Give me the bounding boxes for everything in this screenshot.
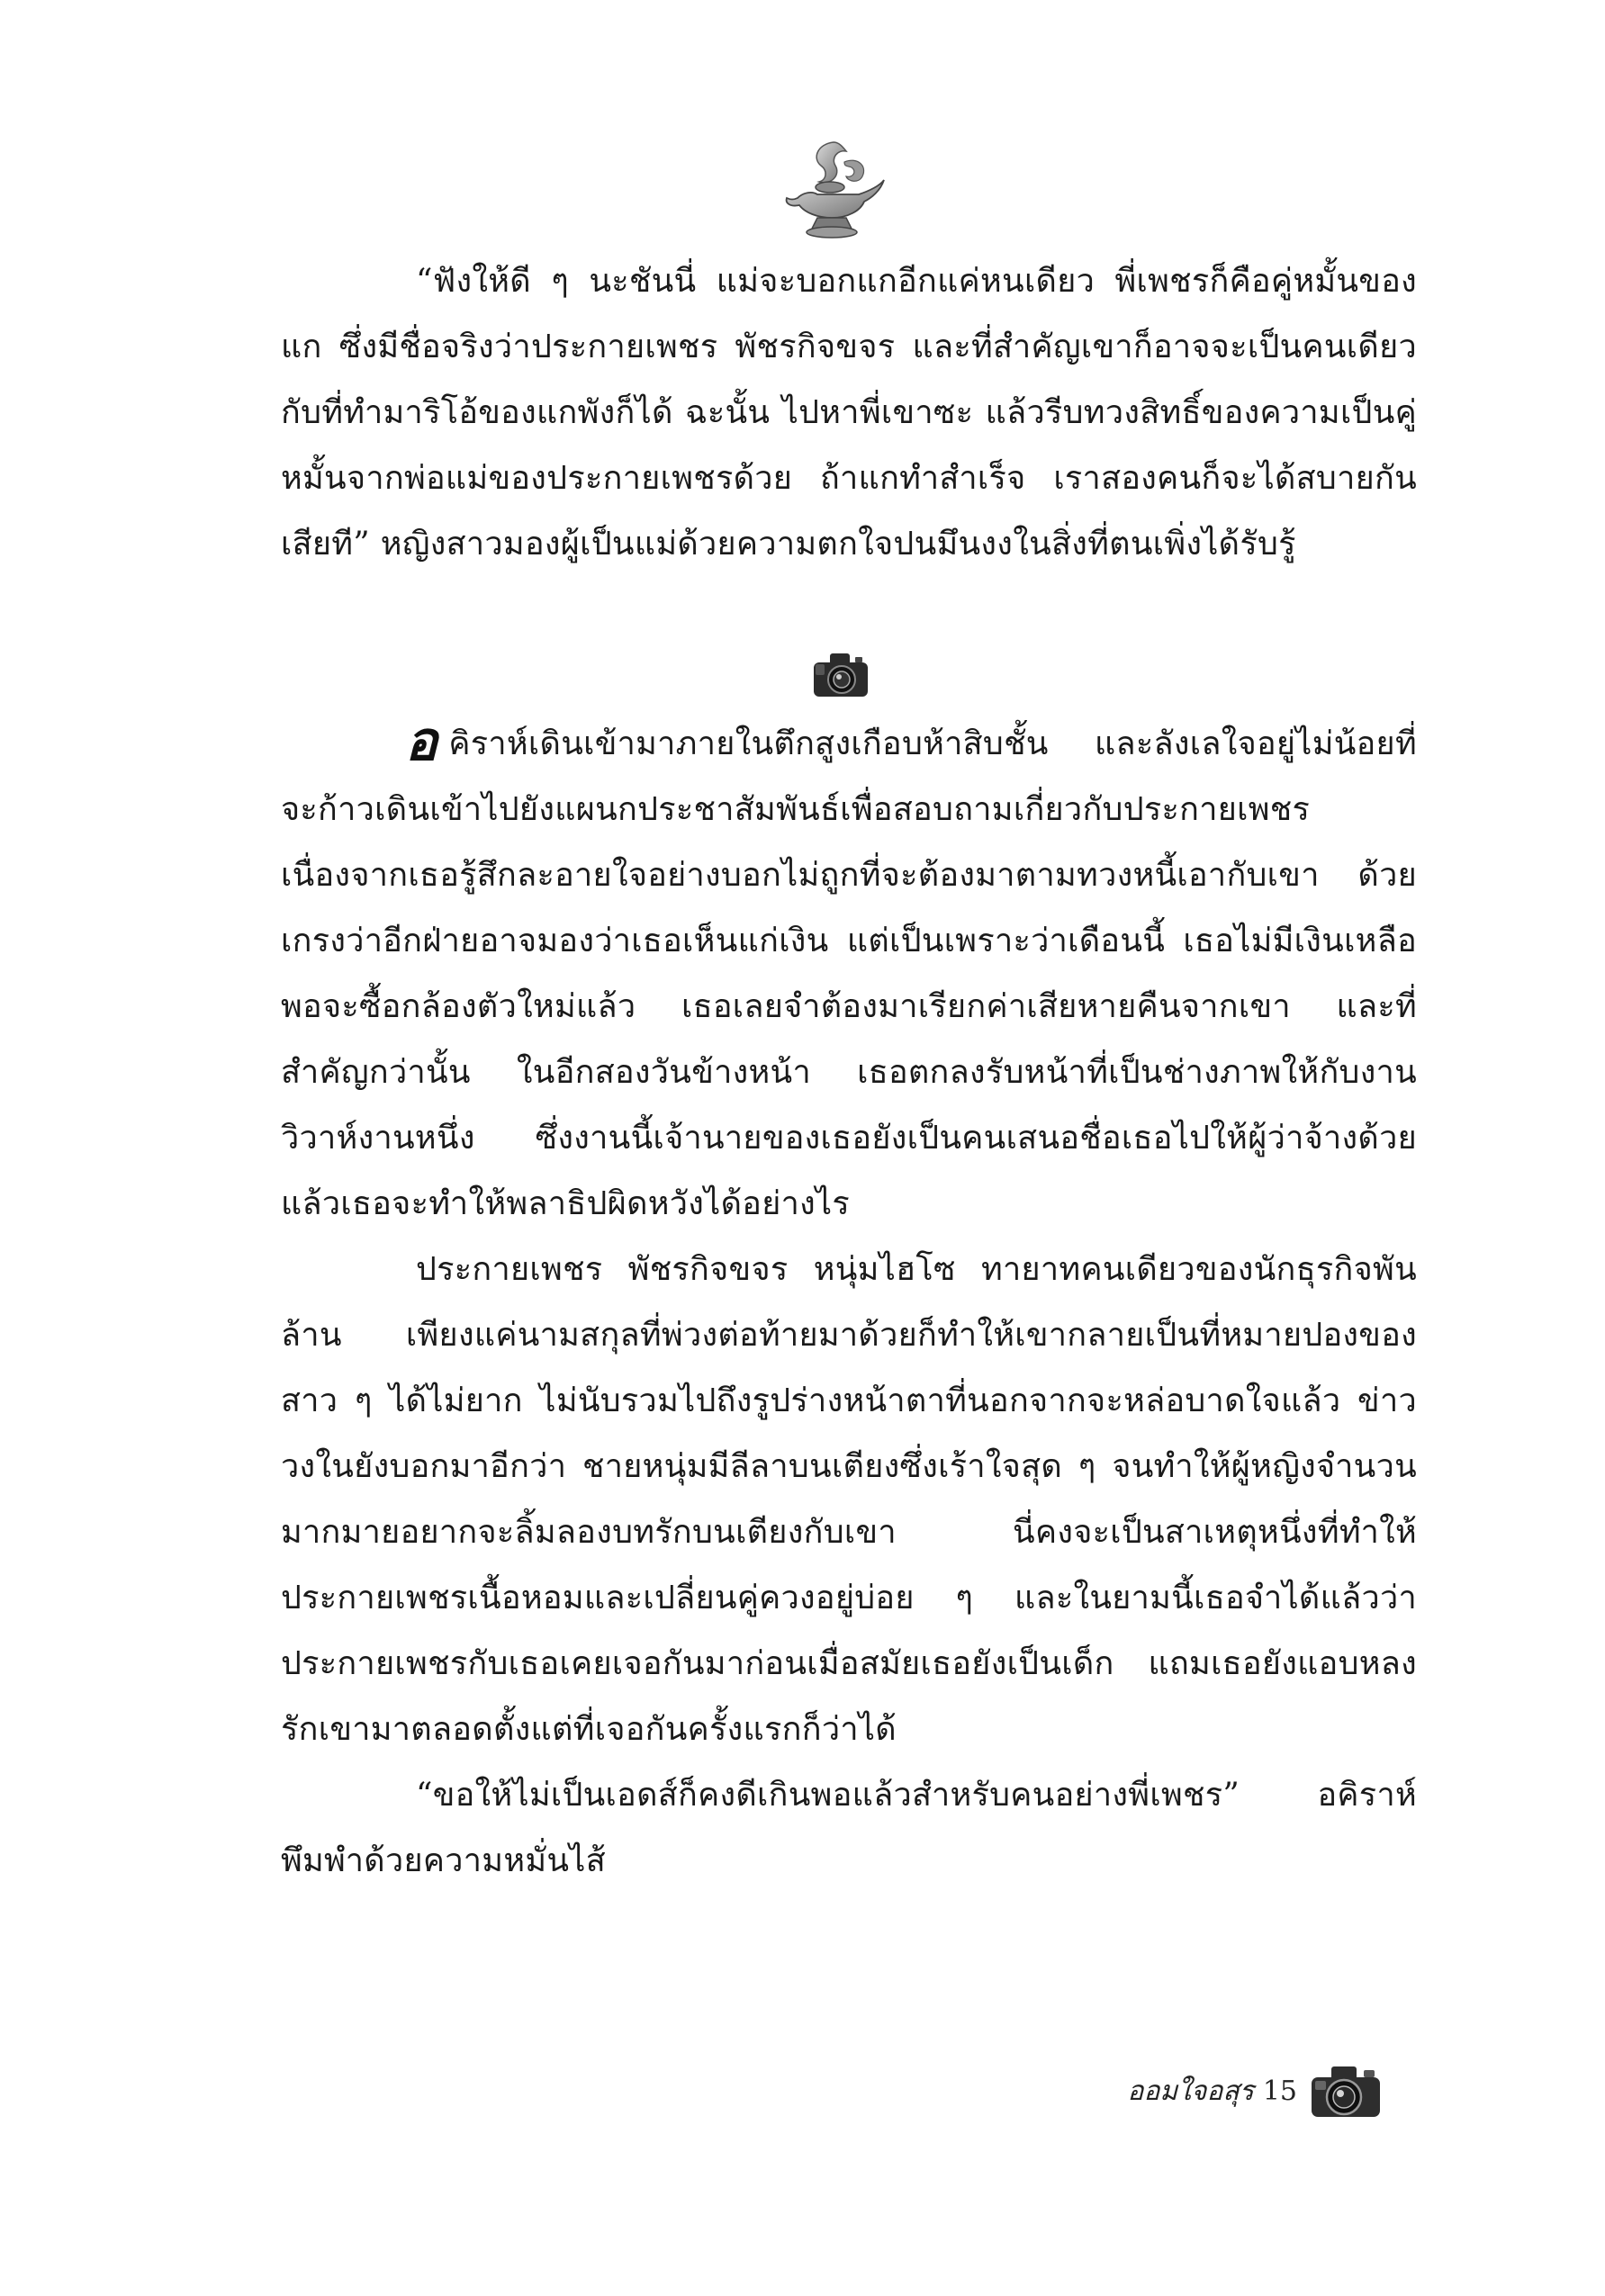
paragraph: “ฟังให้ดี ๆ นะชันนี่ แม่จะบอกแกอีกแค่หนเดียว พี่เพชรก็คือคู่หมั้นของแก ซึ่งมีชื่อจริงว่าประกายเพชร พัชรกิจขจร และที่สำคัญเขาก็อาจจะเป็นคนเดียวกับที่ทำมาริโอ้ของแกพังก็ได้ ฉะนั้น ไปหาพี่เขาซะ แล้วรีบทวงสิทธิ์ของความเป็นคู่หมั้นจากพ่อแม่ของประกายเพชรด้วย ถ้าแกทำสำเร็จ เราสองคนก็จะได้สบายกันเสียที” หญิงสาวมองผู้เป็นแม่ด้วยความตกใจปนมึนงงในสิ่งที่ตนเพิ่งได้รับรู้ xyxy=(281,263,1417,563)
lamp-ornament-icon xyxy=(781,135,888,243)
camera-icon xyxy=(1308,2061,1384,2120)
book-title: ออมใจอสุร xyxy=(1127,2075,1254,2107)
drop-cap: อ xyxy=(405,710,438,773)
paragraph-with-drop-cap xyxy=(281,711,1417,1237)
text-block-2 xyxy=(281,711,1417,1894)
page-number: 15 xyxy=(1262,2075,1297,2107)
paragraph: ประกายเพชร พัชรกิจขจร หนุ่มไฮโซ ทายาทคนเดียวของนักธุรกิจพันล้าน เพียงแค่นามสกุลที่พ่วงต่อท้ายมาด้วยก็ทำให้เขากลายเป็นที่หมายปองของสาว ๆ ได้ไม่ยาก ไม่นับรวมไปถึงรูปร่างหน้าตาที่นอกจากจะหล่อบาดใจแล้ว ข่าววงในยังบอกมาอีกว่า ชายหนุ่มมีลีลาบนเตียงซึ่งเร้าใจสุด ๆ จนทำให้ผู้หญิงจำนวนมากมายอยากจะลิ้มลองบทรักบนเตียงกับเขา นี่คงจะเป็นสาเหตุหนึ่งที่ทำให้ประกายเพชรเนื้อหอมและเปลี่ยนคู่ควงอยู่บ่อย ๆ และในยามนี้เธอจำได้แล้วว่าประกายเพชรกับเธอเคยเจอกันมาก่อนเมื่อสมัยเธอยังเป็นเด็ก แถมเธอยังแอบหลงรักเขามาตลอดตั้งแต่ที่เจอกันครั้งแรกก็ว่าได้ xyxy=(281,1251,1417,1748)
camera-icon xyxy=(812,650,870,700)
page-footer xyxy=(1127,2061,1384,2120)
paragraph: “ขอให้ไม่เป็นเอดส์ก็คงดีเกินพอแล้วสำหรับคนอย่างพี่เพชร” อคิราห์พึมพำด้วยความหมั่นไส้ xyxy=(281,1777,1417,1879)
paragraph-rest: คิราห์เดินเข้ามาภายในตึกสูงเกือบห้าสิบชั้น และลังเลใจอยู่ไม่น้อยที่จะก้าวเดินเข้าไปยังแผนกประชาสัมพันธ์เพื่อสอบถามเกี่ยวกับประกายเพชร เนื่องจากเธอรู้สึกละอายใจอย่างบอกไม่ถูกที่จะต้องมาตามทวงหนี้เอากับเขา ด้วยเกรงว่าอีกฝ่ายอาจมองว่าเธอเห็นแก่เงิน แต่เป็นเพราะว่าเดือนนี้ เธอไม่มีเงินเหลือพอจะซื้อกล้องตัวใหม่แล้ว เธอเลยจำต้องมาเรียกค่าเสียหายคืนจากเขา และที่สำคัญกว่านั้น ในอีกสองวันข้างหน้า เธอตกลงรับหน้าที่เป็นช่างภาพให้กับงานวิวาห์งานหนึ่ง ซึ่งงานนี้เจ้านายของเธอยังเป็นคนเสนอชื่อเธอไปให้ผู้ว่าจ้างด้วย แล้วเธอจะทำให้พลาธิปผิดหวังได้อย่างไร xyxy=(281,725,1417,1222)
text-block-1 xyxy=(281,248,1417,577)
